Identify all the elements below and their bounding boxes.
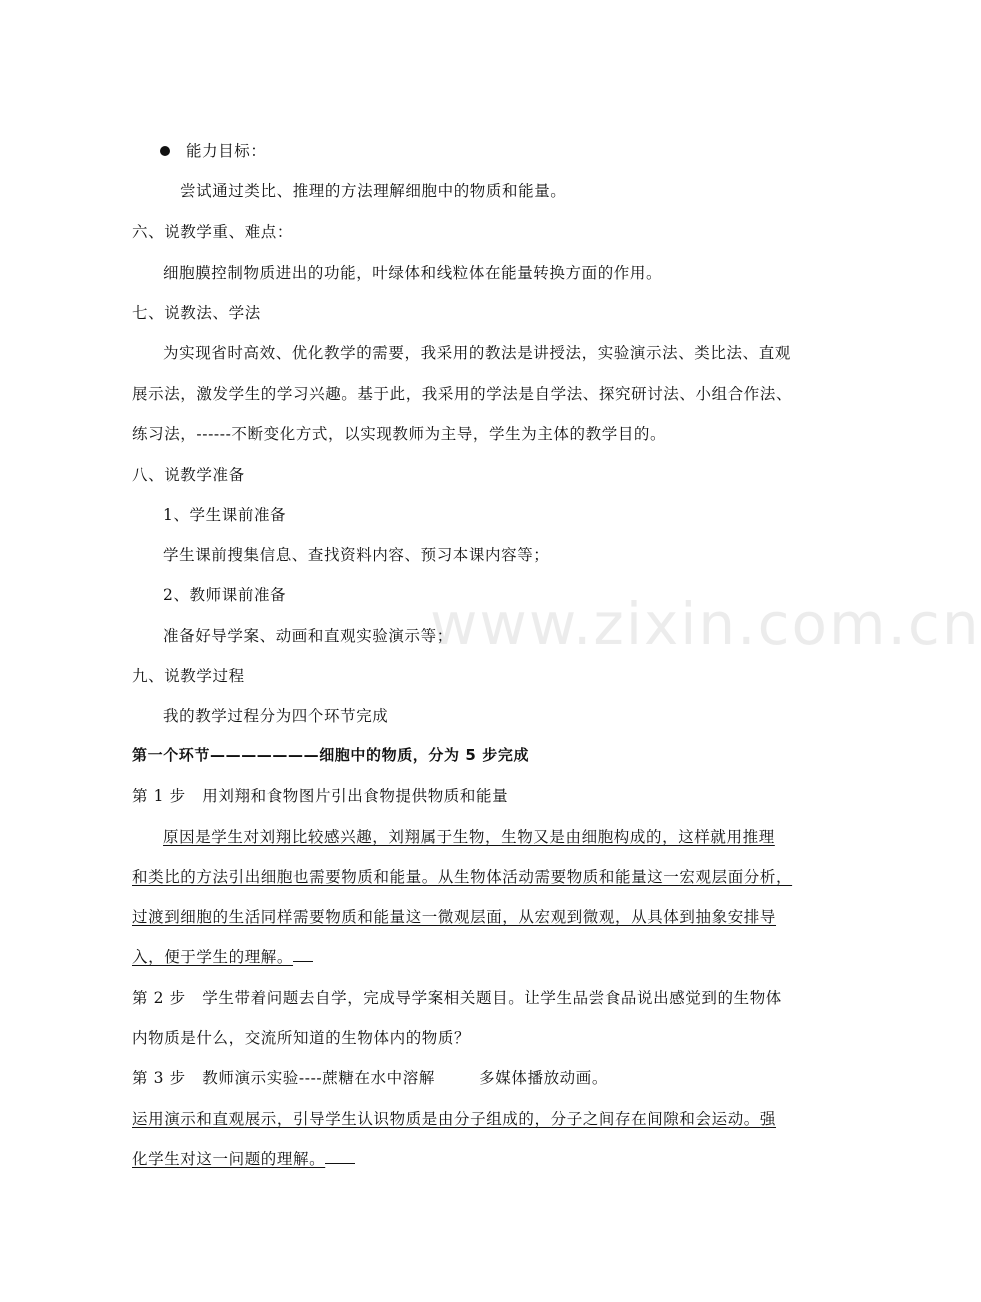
step-2-line-1: 第 2 步 学生带着问题去自学，完成导学案相关题目。让学生品尝食品说出感觉到的生物体 [132, 989, 782, 1007]
step-1-heading: 第 1 步 用刘翔和食物图片引出食物提供物质和能量 [132, 787, 509, 805]
underline-trail [325, 1151, 355, 1164]
section-seven-heading: 七、说教法、学法 [132, 304, 261, 322]
method-paragraph-line-1: 为实现省时高效、优化教学的需要，我采用的教法是讲授法，实验演示法、类比法、直观 [163, 344, 791, 362]
ability-goal-text: 尝试通过类比、推理的方法理解细胞中的物质和能量。 [180, 182, 567, 200]
bullet-icon [160, 146, 170, 156]
section-eight-heading: 八、说教学准备 [132, 466, 245, 484]
step-2-line-2: 内物质是什么，交流所知道的生物体内的物质？ [132, 1029, 471, 1047]
step-3-explanation-line-2: 化学生对这一问题的理解。 [132, 1150, 326, 1168]
section-six-heading: 六、说教学重、难点： [132, 223, 294, 241]
section-nine-heading: 九、说教学过程 [132, 667, 245, 685]
ability-goal-heading: 能力目标： [186, 142, 267, 160]
method-paragraph-line-3: 练习法，------不断变化方式，以实现教师为主导，学生为主体的教学目的。 [132, 425, 667, 443]
step-1-reason-line-2: 和类比的方法引出细胞也需要物质和能量。从生物体活动需要物质和能量这一宏观层面分析， [132, 868, 793, 886]
first-stage-heading: 第一个环节———————细胞中的物质，分为 5 步完成 [132, 746, 530, 764]
step-1-reason-line-3: 过渡到细胞的生活同样需要物质和能量这一微观层面，从宏观到微观，从具体到抽象安排导 [132, 908, 777, 926]
method-paragraph-line-2: 展示法，激发学生的学习兴趣。基于此，我采用的学法是自学法、探究研讨法、小组合作法、 [132, 385, 793, 403]
step-1-reason-line-4: 入，便于学生的理解。 [132, 948, 294, 966]
key-points-text: 细胞膜控制物质进出的功能，叶绿体和线粒体在能量转换方面的作用。 [163, 264, 663, 282]
student-prep-heading: 1、学生课前准备 [163, 506, 287, 524]
step-3-heading: 第 3 步 教师演示实验----蔗糖在水中溶解 多媒体播放动画。 [132, 1069, 608, 1087]
step-1-reason-line-4-wrap [132, 947, 313, 967]
step-1-reason-line-1: 原因是学生对刘翔比较感兴趣，刘翔属于生物，生物又是由细胞构成的，这样就用推理 [163, 828, 775, 846]
teacher-prep-heading: 2、教师课前准备 [163, 586, 287, 604]
process-intro-text: 我的教学过程分为四个环节完成 [163, 707, 389, 725]
watermark: www.zixin.com.cn [430, 590, 981, 658]
step-3-explanation-line-1: 运用演示和直观展示，引导学生认识物质是由分子组成的，分子之间存在间隙和会运动。强 [132, 1110, 777, 1128]
underline-trail [293, 949, 313, 962]
student-prep-text: 学生课前搜集信息、查找资料内容、预习本课内容等； [163, 546, 550, 564]
step-3-explanation-line-2-wrap [132, 1149, 355, 1169]
teacher-prep-text: 准备好导学案、动画和直观实验演示等； [163, 627, 453, 645]
